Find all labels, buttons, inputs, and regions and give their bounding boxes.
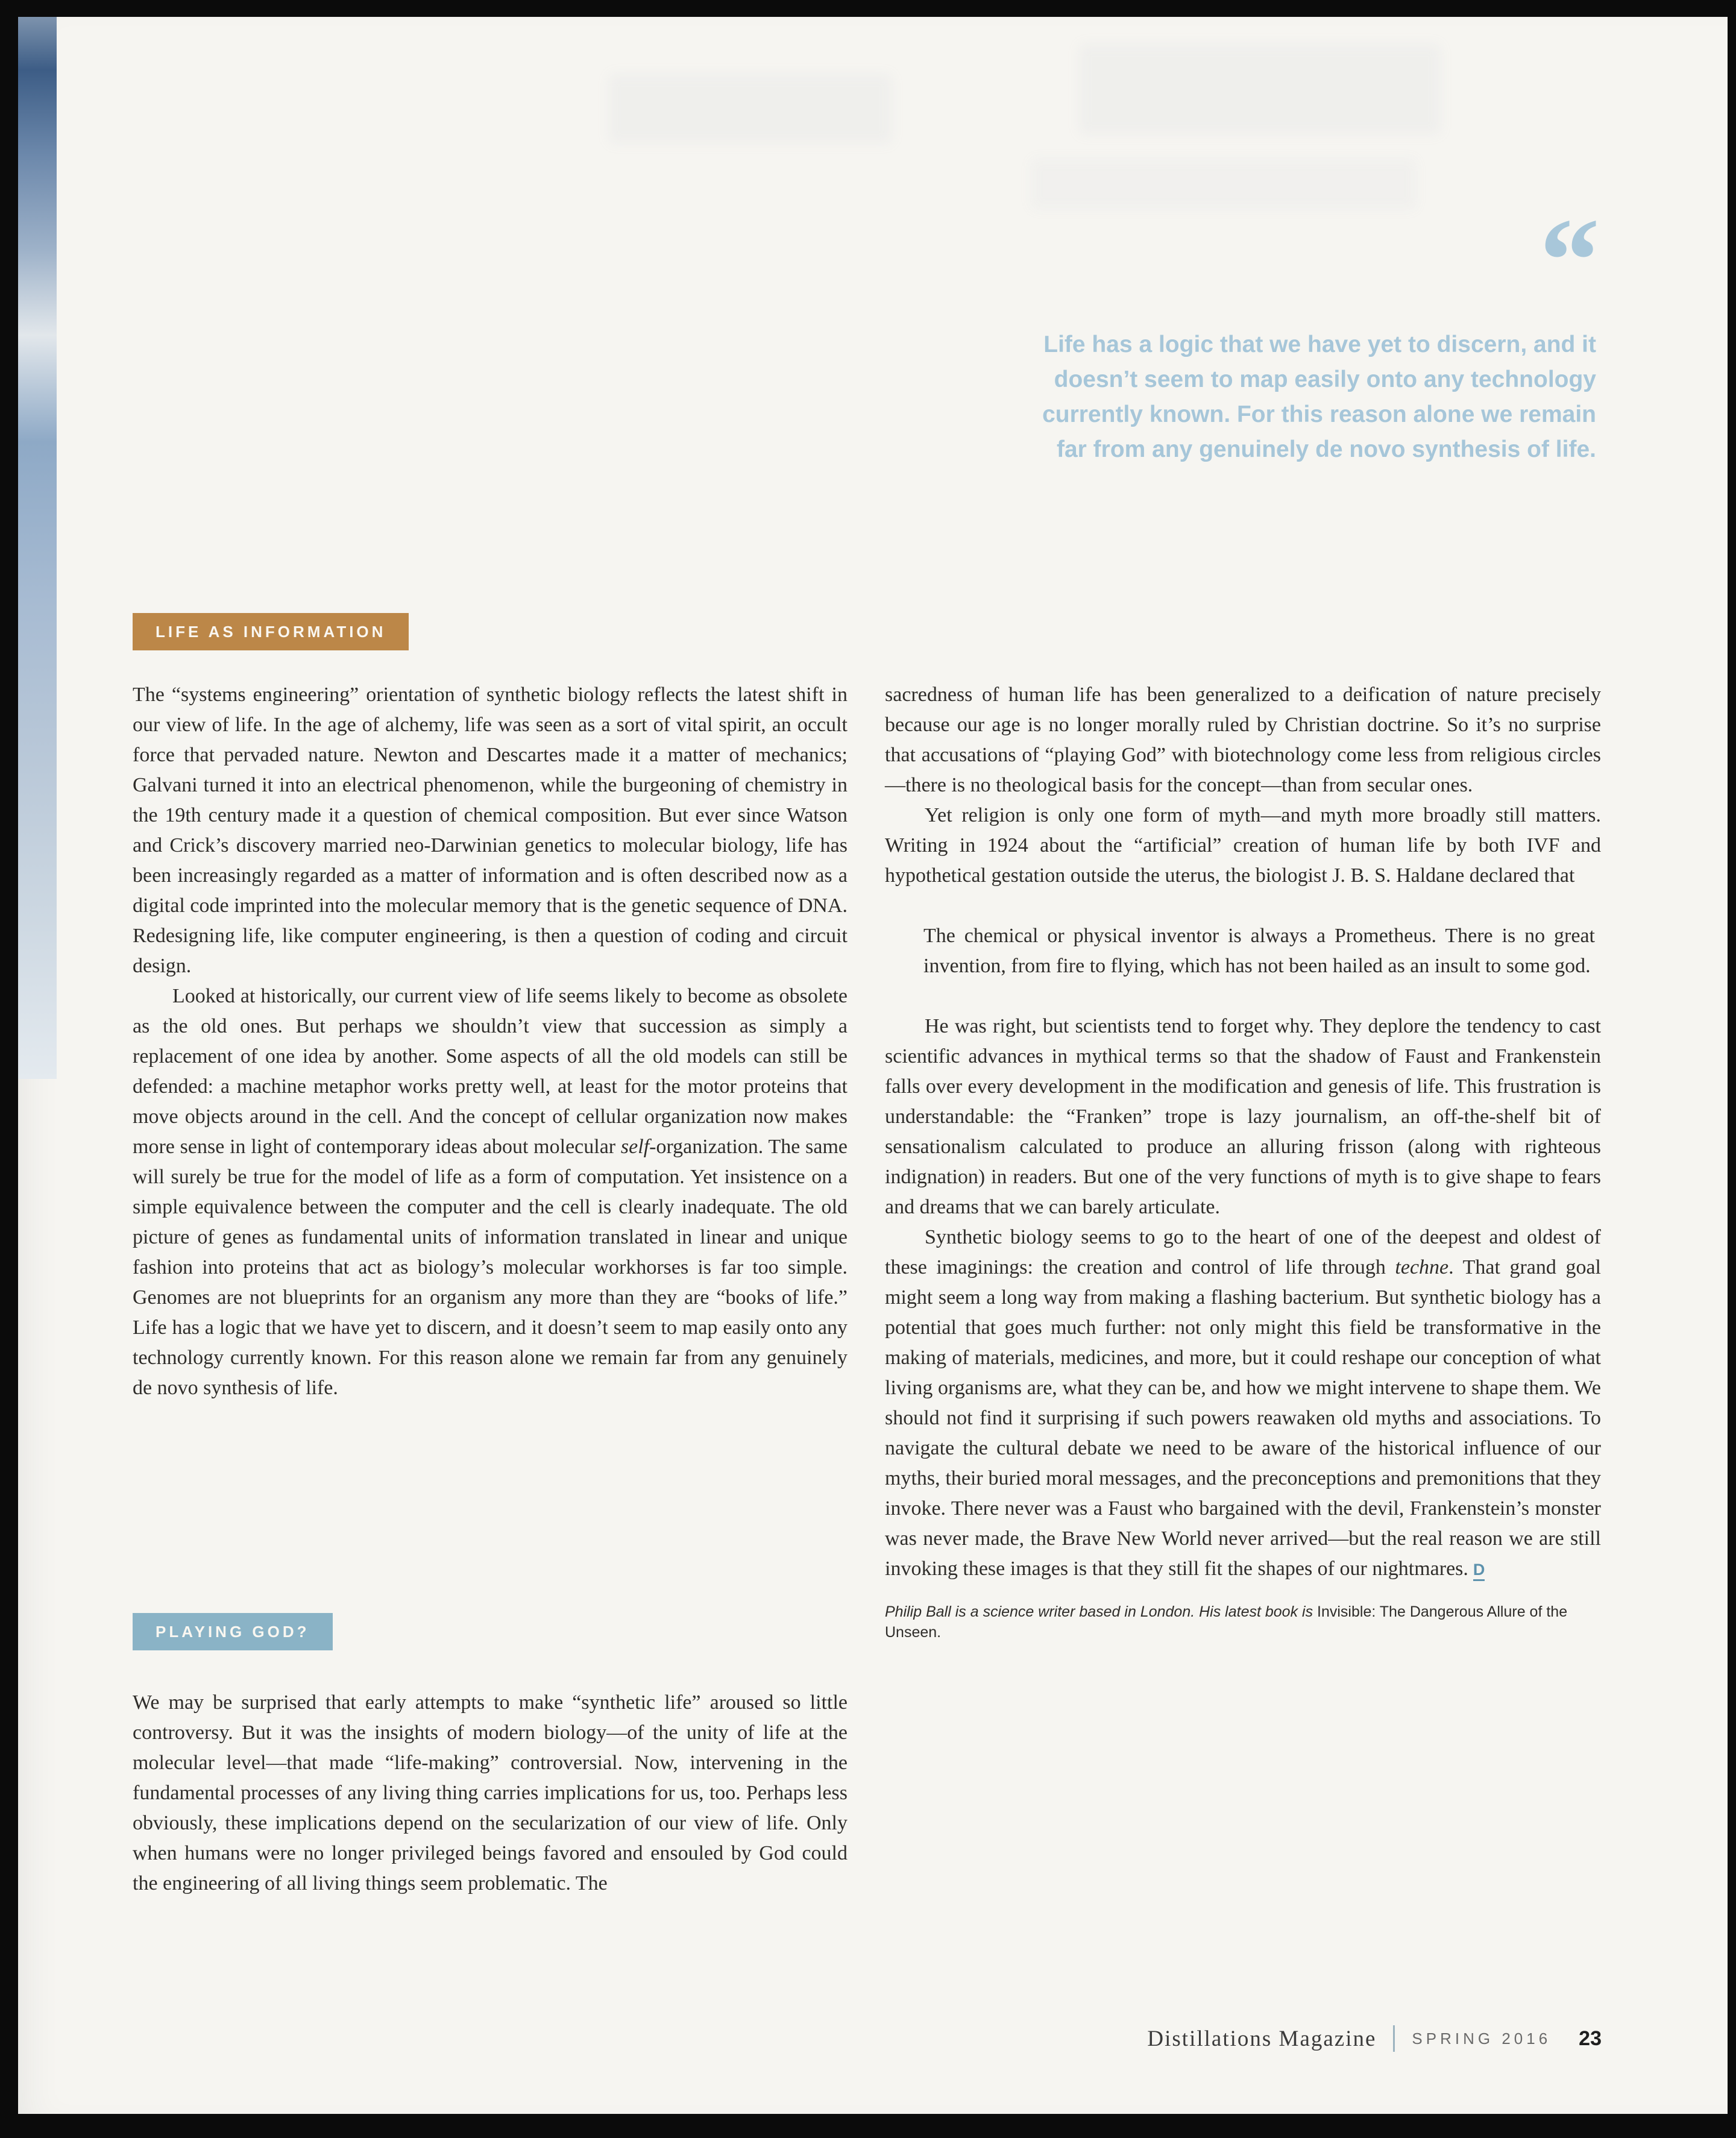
section-badge-life-as-information: LIFE AS INFORMATION: [133, 613, 409, 650]
paragraph: [885, 1222, 1601, 1585]
magazine-page: [18, 17, 1728, 2114]
section-badge-playing-god: PLAYING GOD?: [133, 1613, 333, 1650]
text-run: organization. The same will surely be true for the model of life as a form of computation. Yet insistence on a simple equivalence between the computer and the cell is clearly inadequate. The old picture of genes as fundamental units of information translated in linear and unique fashion into proteins that act as biology’s molecular workhorses is far too simple. Genomes are not blueprints for an organism any more than they are “books of life.” Life has a logic that we have yet to discern, and it doesn’t seem to map easily onto any technology currently known. For this reason alone we remain far from any genuinely de novo synthesis of life.: [133, 1136, 848, 1399]
text-run: techne: [1395, 1256, 1449, 1278]
text-run: Looked at historically, our current view of life seems likely to become as obsolete as the old ones. But perhaps we shouldn’t view that succession as simply a replacement of one idea by another. Some aspects of all the old models can still be defended: a machine metaphor works pretty well, at least for the motor proteins that move objects around in the cell. And the concept of cellular organization now makes more sense in light of contemporary ideas about molecular: [133, 985, 848, 1158]
pull-quote-line: Life has a logic that we have yet to discern, and it: [1043, 332, 1596, 357]
text-run: He was right, but scientists tend to forget why. They deplore the tendency to cast scientific advances in mythical terms so that the shadow of Faust and Frankenstein falls over every development in the modification and genesis of life. This frustration is understandable: the “Franken” trope is lazy journalism, an off-the-shelf bit of sensationalism calculated to produce an alluring frisson (along with righteous indignation) in readers. But one of the very functions of myth is to give shape to fears and dreams that we can barely articulate.: [885, 1015, 1601, 1218]
text-run: self-: [620, 1136, 656, 1158]
block-quote: [923, 921, 1595, 981]
showthrough-ghost: [609, 74, 892, 143]
paragraph: [885, 800, 1601, 891]
text-run: Invisible: The Dangerous Allure of the Unseen.: [885, 1603, 1568, 1641]
paragraph: [885, 1011, 1601, 1222]
endmark: D: [1473, 1561, 1485, 1581]
pull-quote-line: far from any genuinely de novo synthesis of life.: [1056, 436, 1596, 462]
footer-separator: [1393, 2025, 1395, 2052]
author-byline: [885, 1602, 1601, 1643]
issue-season: SPRING 2016: [1412, 2029, 1552, 2048]
text-run: . That grand goal might seem a long way from making a flashing bacterium. But synthetic biology has a potential that goes much further: not only might this field be transformative in the making of materials, medicines, and more, but it could reshape our conception of what living organisms are, what they can be, and how we might intervene to shape them. We should not find it surprising if such powers reawaken old myths and associations. To navigate the cultural debate we need to be aware of the historical influence of our myths, their buried moral messages, and the preconceptions and premonitions that they invoke. There never was a Faust who bargained with the devil, Frankenstein’s monster was never made, the Brave New World never arrived—but the real reason we are still invoking these images is that they still fit the shapes of our nightmares.: [885, 1256, 1601, 1580]
page-edge-photo-strip: [18, 17, 57, 1079]
column-right: [885, 680, 1601, 1643]
pull-quote: [957, 327, 1596, 467]
paragraph: [885, 680, 1601, 800]
pull-quote-line: currently known. For this reason alone we remain: [1042, 401, 1596, 427]
text-run: We may be surprised that early attempts to make “synthetic life” aroused so little controversy. But it was the insights of modern biology—of the unity of life at the molecular level—that made “life-making” controversial. Now, intervening in the fundamental processes of any living thing carries implications for us, too. Perhaps less obviously, these implications depend on the secularization of our view of life. Only when humans were no longer privileged beings favored and ensouled by God could the engineering of all living things seem problematic. The: [133, 1691, 848, 1894]
showthrough-ghost: [1079, 44, 1441, 134]
footer: [1147, 2025, 1602, 2052]
text-run: sacredness of human life has been generalized to a deification of nature precisely because our age is no longer morally ruled by Christian doctrine. So it’s no surprise that accusations of “playing God” with biotechnology come less from religious circles—there is no theological basis for the concept—than from secular ones.: [885, 684, 1601, 796]
text-run: The chemical or physical inventor is always a Prometheus. There is no great invention, from fire to flying, which has not been hailed as an insult to some god.: [923, 925, 1595, 977]
showthrough-ghost: [1031, 159, 1417, 210]
magazine-title: Distillations Magazine: [1147, 2026, 1377, 2051]
column-left-lower: [133, 1688, 848, 1899]
text-run: Yet religion is only one form of myth—and myth more broadly still matters. Writing in 1924 about the “artificial” creation of human life by both IVF and hypothetical gestation outside the uterus, the biologist J. B. S. Haldane declared that: [885, 804, 1601, 887]
quote-mark-icon: “: [1539, 194, 1600, 327]
pull-quote-line: doesn’t seem to map easily onto any technology: [1054, 366, 1596, 392]
text-run: The “systems engineering” orientation of synthetic biology reflects the latest shift in our view of life. In the age of alchemy, life was seen as a sort of vital spirit, an occult force that pervaded nature. Newton and Descartes made it a matter of mechanics; Galvani turned it into an electrical phenomenon, while the burgeoning of chemistry in the 19th century made it a question of chemical composition. But ever since Watson and Crick’s discovery married neo-Darwinian genetics to molecular biology, life has been increasingly regarded as a matter of information and is often described now as a digital code imprinted into the molecular memory that is the genetic sequence of DNA. Redesigning life, like computer engineering, is then a question of coding and circuit design.: [133, 684, 848, 977]
text-run: Philip Ball is a science writer based in London. His latest book is: [885, 1603, 1318, 1620]
paragraph: [133, 680, 848, 981]
text-run: Synthetic biology seems to go to the heart of one of the deepest and oldest of these imaginings: the creation and control of life through: [885, 1226, 1601, 1278]
paragraph: [133, 1688, 848, 1899]
column-left-upper: [133, 680, 848, 1403]
page-number: 23: [1579, 2026, 1602, 2050]
paragraph: [133, 981, 848, 1403]
